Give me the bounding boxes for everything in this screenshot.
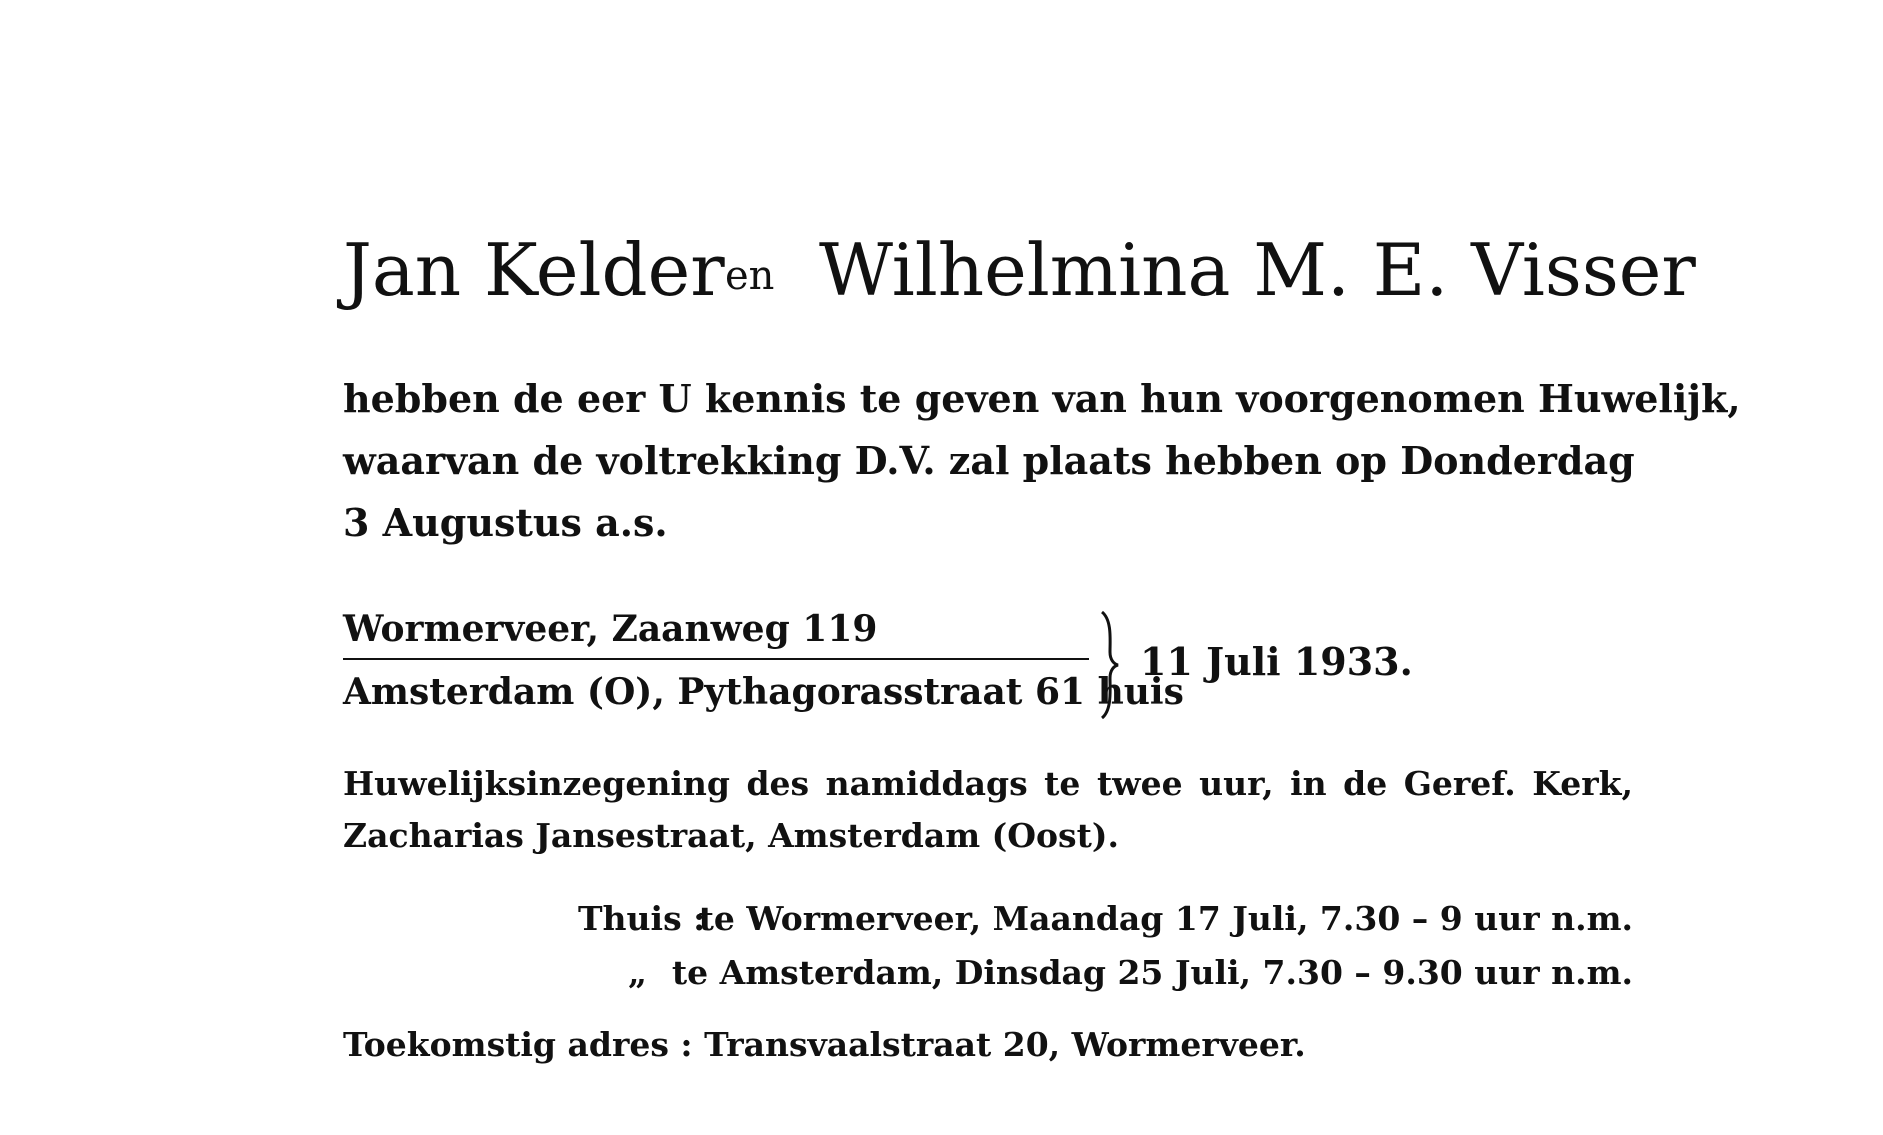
announcement-text <box>343 368 1741 554</box>
couple-names <box>343 220 1696 320</box>
ceremony-line: Huwelijksinzegening des namiddags te twee uur, in de Geref. Kerk, <box>343 764 1633 803</box>
future-address-value: Transvaalstraat 20, Wormerveer. <box>704 1025 1306 1064</box>
groom-name: Jan Kelder <box>343 228 725 312</box>
bride-name: Wilhelmina M. E. Visser <box>819 228 1696 312</box>
ditto-mark: „ <box>628 953 647 992</box>
at-home-entry: te Amsterdam, Dinsdag 25 Juli, 7.30 – 9.30 uur n.m. <box>671 953 1633 992</box>
announcement-line: waarvan de voltrekking D.V. zal plaats hebben op Donderdag <box>343 438 1635 483</box>
at-home-row <box>578 946 1633 1000</box>
announcement-date: 11 Juli 1933. <box>1140 639 1413 684</box>
curly-brace <box>1098 610 1120 720</box>
ceremony-info <box>343 758 1633 862</box>
future-address <box>343 1018 1306 1072</box>
announcement-line: hebben de eer U kennis te geven van hun voorgenomen Huwelijk, <box>343 376 1741 421</box>
announcement-line: 3 Augustus a.s. <box>343 500 668 545</box>
ceremony-line: Zacharias Jansestraat, Amsterdam (Oost). <box>343 816 1119 855</box>
at-home-row <box>578 892 1633 946</box>
groom-address: Wormerveer, Zaanweg 119 <box>343 600 1089 660</box>
at-home-label: Thuis : <box>578 899 706 938</box>
at-home-info <box>578 892 1633 1002</box>
at-home-entry: te Wormerveer, Maandag 17 Juli, 7.30 – 9 uur n.m. <box>698 899 1633 938</box>
family-addresses <box>343 600 1184 720</box>
conjunction: en <box>725 253 775 299</box>
bride-address: Amsterdam (O), Pythagorasstraat 61 huis <box>343 671 1184 713</box>
future-address-label: Toekomstig adres : <box>343 1025 693 1064</box>
